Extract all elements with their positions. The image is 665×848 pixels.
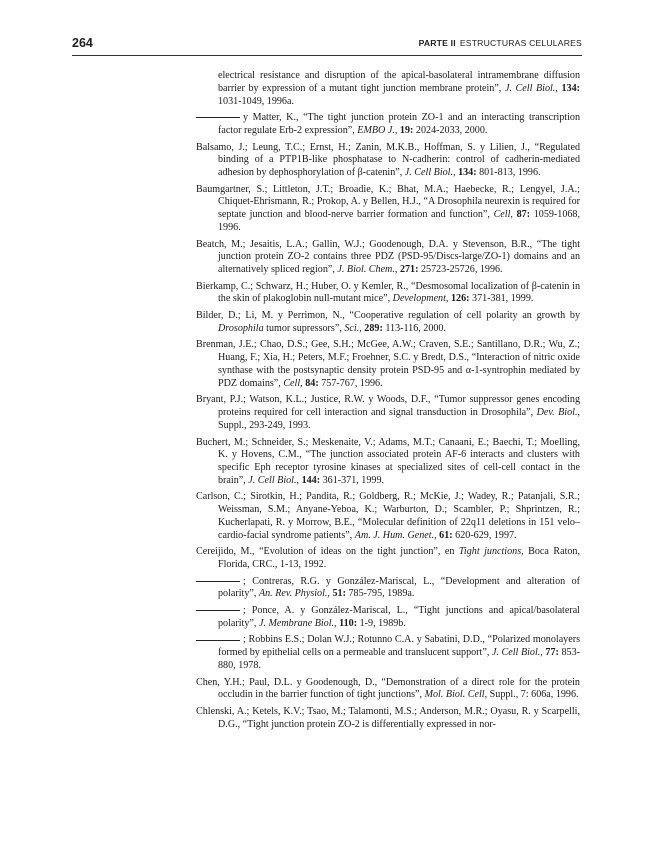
reference-entry: y Matter, K., “The tight junction protein ZO-1 and an interacting transcription factor regulate Erb-2 expression”, EMBO J., 19: 2024-2033, 2000. xyxy=(196,112,580,138)
repeat-author-dash xyxy=(196,117,240,118)
reference-entry: electrical resistance and disruption of the apical-basolateral intramembrane diffusion barrier by expression of a mutant tight junction membrane protein”, J. Cell Biol., 134: 1031-1049, 1996a. xyxy=(218,70,580,107)
reference-list xyxy=(196,70,580,735)
page-number: 264 xyxy=(72,36,93,50)
reference-entry: ; Robbins E.S.; Dolan W.J.; Rotunno C.A. y Sabatini, D.D., “Polarized monolayers formed by epithelial cells on a permeable and translucent support”, J. Cell Biol., 77: 853-880, 1978. xyxy=(196,634,580,672)
repeat-author-dash xyxy=(196,610,240,611)
reference-entry: Balsamo, J.; Leung, T.C.; Ernst, H.; Zanin, M.K.B., Hoffman, S. y Lilien, J., “Regulated binding of a PTP1B-like phosphatase to N-cadherin: control of cadherin-mediated adhesion by dephosphorylation of β-catenin”, J. Cell Biol., 134: 801-813, 1996. xyxy=(196,141,580,179)
reference-entry: Beatch, M.; Jesaitis, L.A.; Gallin, W.J.; Goodenough, D.A. y Stevenson, B.R., “The tight junction protein ZO-2 contains three PDZ (PSD-95/Discs-large/ZO-1) domains and an alternatively spliced region”, J. Biol. Chem., 271: 25723-25726, 1996. xyxy=(196,238,580,276)
repeat-author-dash xyxy=(196,581,240,582)
reference-entry: Buchert, M.; Schneider, S.; Meskenaite, V.; Adams, M.T.; Canaani, E.; Baechi, T.; Moelling, K. y Hovens, C.M., “The junction associated protein AF-6 interacts and clusters with specific Eph receptor tyrosine kinases at specialized sites of cell-cell contact in the brain”, J. Cell Biol., 144: 361-371, 1999. xyxy=(196,436,580,486)
reference-entry: Baumgartner, S.; Littleton, J.T.; Broadie, K.; Bhat, M.A.; Haebecke, R.; Lengyel, J.A.; Chiquet-Ehrismann, R.; Prokop, A. y Bellen, H.J., “A Drosophila neurexin is required for septate junction and blood-nerve barrier formation and function”, Cell, 87: 1059-1068, 1996. xyxy=(196,183,580,233)
reference-entry: Bierkamp, C.; Schwarz, H.; Huber, O. y Kemler, R., “Desmosomal localization of β-catenin in the skin of plakoglobin null-mutant mice”, Development, 126: 371-381, 1999. xyxy=(196,280,580,305)
reference-entry: Carlson, C.; Sirotkin, H.; Pandita, R.; Goldberg, R.; McKie, J.; Wadey, R.; Patanjali, S.R.; Weissman, S.M.; Anyane-Yeboa, K.; Warburton, D.; Scambler, P.; Shprintzen, R.; Kucherlapati, R. y Morrow, B.E., “Molecular definition of 22q11 deletions in 151 velo–cardio-facial syndrome patients”, Am. J. Hum. Genet., 61: 620-629, 1997. xyxy=(196,491,580,541)
reference-entry: Chen, Y.H.; Paul, D.L. y Goodenough, D., “Demonstration of a direct role for the protein occludin in the barrier function of tight junctions”, Mol. Biol. Cell, Suppl., 7: 606a, 1996. xyxy=(196,676,580,701)
running-title xyxy=(419,38,582,48)
section-title: ESTRUCTURAS CELULARES xyxy=(459,38,582,48)
header-rule xyxy=(72,55,582,56)
reference-entry: Bilder, D.; Li, M. y Perrimon, N., “Cooperative regulation of cell polarity an growth by Drosophila tumor supressors”, Sci., 289: 113-116, 2000. xyxy=(196,310,580,334)
reference-entry: Brenman, J.E.; Chao, D.S.; Gee, S.H.; McGee, A.W.; Craven, S.E.; Santillano, D.R.; Wu, Z.; Huang, F.; Xia, H.; Peters, M.F.; Froehner, S.C. y Bredt, D.S., “Interaction of nitric oxide synthase with the postsynaptic density protein PSD-95 and α-1-syntrophin mediated by PDZ domains”, Cell, 84: 757-767, 1996. xyxy=(196,339,580,389)
reference-entry: Bryant, P.J.; Watson, K.L.; Justice, R.W. y Woods, D.F., “Tumor suppressor genes encoding proteins required for cell interaction and signal transduction in Drosophila”, Dev. Biol., Suppl., 293-249, 1993. xyxy=(196,394,581,431)
reference-entry: Cereijido, M., “Evolution of ideas on the tight junction”, en Tight junctions, Boca Raton, Florida, CRC., 1-13, 1992. xyxy=(196,546,580,571)
reference-entry: ; Contreras, R.G. y González-Mariscal, L., “Development and alteration of polarity”, An. Rev. Physiol., 51: 785-795, 1989a. xyxy=(196,576,580,602)
part-label: PARTE II xyxy=(418,38,456,48)
repeat-author-dash xyxy=(196,640,240,641)
reference-entry: ; Ponce, A. y González-Mariscal, L., “Tight junctions and apical/basolateral polarity”, J. Membrane Biol., 110: 1-9, 1989b. xyxy=(196,605,580,631)
running-header xyxy=(72,36,582,54)
reference-entry: Chlenski, A.; Ketels, K.V.; Tsao, M.; Talamonti, M.S.; Anderson, M.R.; Oyasu, R. y Scarpelli, D.G., “Tight junction protein ZO-2 is differentially expressed in nor- xyxy=(196,706,580,730)
